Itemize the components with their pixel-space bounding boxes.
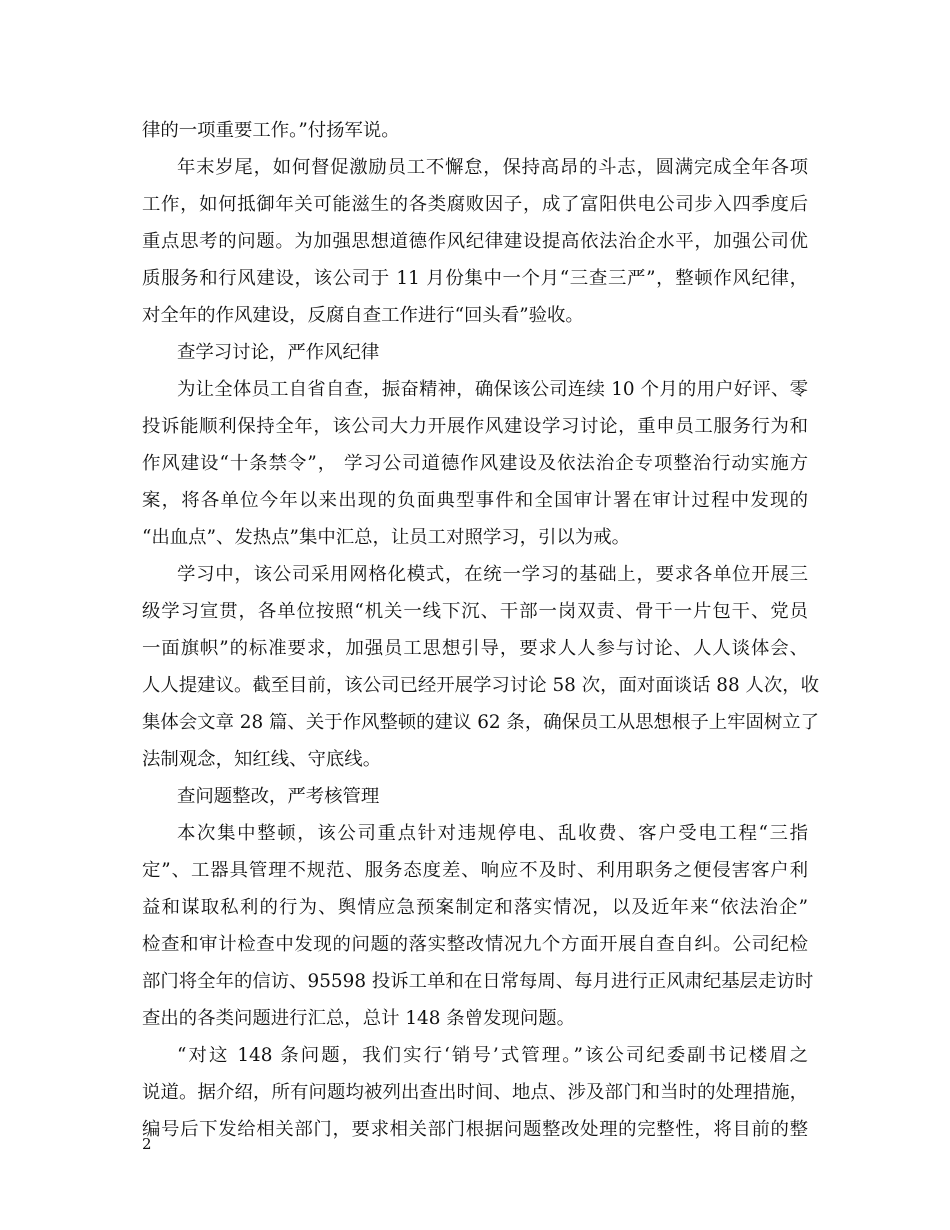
text-line: 人人提建议。截至目前，该公司已经开展学习讨论 58 次，面对面谈话 88 人次，收 xyxy=(142,675,820,696)
text-line: 作风建设“十条禁令”， 学习公司道德作风建设及依法治企专项整治行动实施方 xyxy=(142,453,808,474)
text-line: 检查和审计检查中发现的问题的落实整改情况九个方面开展自查自纠。公司纪检 xyxy=(142,934,808,955)
document-body xyxy=(142,112,820,1148)
page-number: 2 xyxy=(142,1135,152,1153)
text-line: 定”、工器具管理不规范、服务态度差、响应不及时、利用职务之便侵害客户利 xyxy=(142,860,808,881)
text-line: 律的一项重要工作。”付扬军说。 xyxy=(142,120,400,141)
section-heading: 查学习讨论，严作风纪律 xyxy=(177,342,380,363)
paragraph-start-line: “对这 148 条问题，我们实行‘销号’式管理。”该公司纪委副书记楼眉之 xyxy=(177,1045,808,1066)
text-line: 对全年的作风建设，反腐自查工作进行“回头看”验收。 xyxy=(142,305,584,326)
text-line: 益和谋取私利的行为、舆情应急预案制定和落实情况，以及近年来“依法治企” xyxy=(142,897,808,918)
text-line: 工作，如何抵御年关可能滋生的各类腐败因子，成了富阳供电公司步入四季度后 xyxy=(142,194,808,215)
text-line: 案，将各单位今年以来出现的负面典型事件和全国审计署在审计过程中发现的 xyxy=(142,490,808,511)
paragraph-start-line: 年末岁尾，如何督促激励员工不懈怠，保持高昂的斗志，圆满完成全年各项 xyxy=(177,157,808,178)
text-line: 部门将全年的信访、95598 投诉工单和在日常每周、每月进行正风肃纪基层走访时 xyxy=(142,971,814,992)
text-line: 说道。据介绍，所有问题均被列出查出时间、地点、涉及部门和当时的处理措施， xyxy=(142,1082,808,1103)
text-line: 编号后下发给相关部门，要求相关部门根据问题整改处理的完整性，将目前的整 xyxy=(142,1119,808,1140)
text-line: 集体会文章 28 篇、关于作风整顿的建议 62 条，确保员工从思想根子上牢固树立了 xyxy=(142,712,820,733)
paragraph-start-line: 本次集中整顿，该公司重点针对违规停电、乱收费、客户受电工程“三指 xyxy=(177,823,808,844)
section-heading: 查问题整改，严考核管理 xyxy=(177,786,380,807)
text-line: 投诉能顺利保持全年，该公司大力开展作风建设学习讨论，重申员工服务行为和 xyxy=(142,416,808,437)
paragraph-start-line: 为让全体员工自省自查，振奋精神，确保该公司连续 10 个月的用户好评、零 xyxy=(177,379,808,400)
text-line: “出血点”、发热点”集中汇总，让员工对照学习，引以为戒。 xyxy=(142,527,630,548)
text-line: 查出的各类问题进行汇总，总计 148 条曾发现问题。 xyxy=(142,1008,575,1029)
text-line: 一面旗帜”的标准要求，加强员工思想引导，要求人人参与讨论、人人谈体会、 xyxy=(142,638,808,659)
text-line: 级学习宣贯，各单位按照“机关一线下沉、干部一岗双责、骨干一片包干、党员 xyxy=(142,601,808,622)
text-line: 质服务和行风建设，该公司于 11 月份集中一个月“三查三严”，整顿作风纪律， xyxy=(142,268,808,289)
text-line: 法制观念，知红线、守底线。 xyxy=(142,749,382,770)
paragraph-start-line: 学习中，该公司采用网格化模式，在统一学习的基础上，要求各单位开展三 xyxy=(177,564,808,585)
text-line: 重点思考的问题。为加强思想道德作风纪律建设提高依法治企水平，加强公司优 xyxy=(142,231,808,252)
